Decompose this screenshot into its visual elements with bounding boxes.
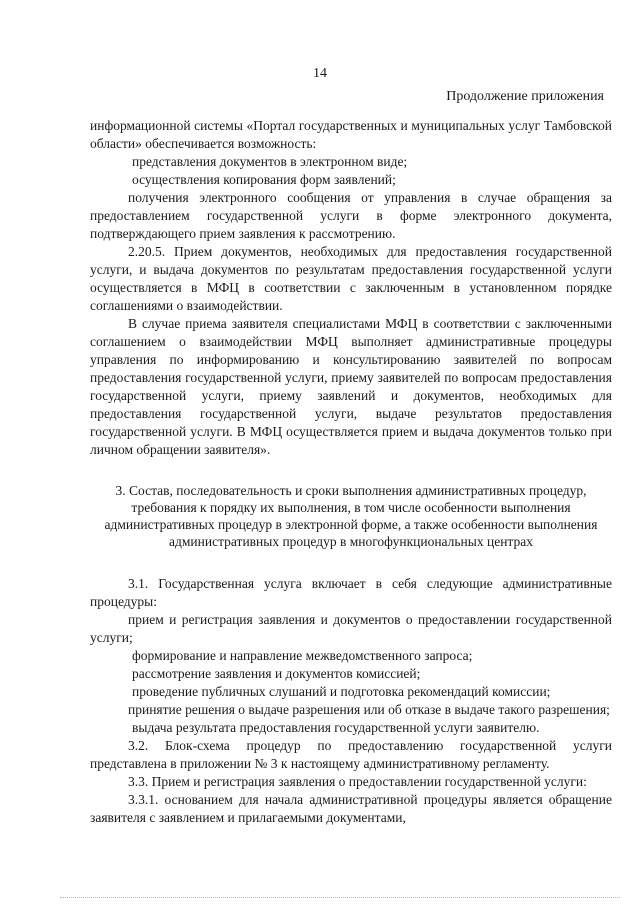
section-heading: 3. Состав, последовательность и сроки выполнения административных процедур, требования к порядку их выполнения, в том числе особенности выполнения административных процедур в электронной форме, а также особенности выполнения административных процедур в многофункциональных центрах (104, 483, 598, 549)
continuation-label: Продолжение приложения (446, 89, 604, 104)
list-item: прием и регистрация заявления и документов о предоставлении государственной услуги; (90, 612, 612, 645)
paragraph: информационной системы «Портал государственных и муниципальных услуг Тамбовской области» обеспечивается возможность: (90, 118, 612, 151)
list-item: принятие решения о выдаче разрешения или об отказе в выдаче такого разрешения; (128, 702, 610, 717)
list-item: проведение публичных слушаний и подготовка рекомендаций комиссии; (132, 684, 551, 699)
scan-edge-line (60, 897, 620, 898)
document-body (90, 117, 612, 827)
list-item: формирование и направление межведомственного запроса; (132, 648, 473, 663)
list-item: представления документов в электронном виде; (132, 154, 408, 169)
paragraph-2-20-5: 2.20.5. Прием документов, необходимых для предоставления государственной услуги, и выдача документов по результатам предоставления государственной услуги осуществляется в МФЦ в соответствии с заключенным в установленном порядке соглашениями о взаимодействии. (90, 244, 612, 313)
list-item: рассмотрение заявления и документов комиссией; (132, 666, 421, 681)
paragraph-3-3-1: 3.3.1. основанием для начала административной процедуры является обращение заявителя с заявлением и прилагаемыми документами, (90, 792, 612, 825)
paragraph: В случае приема заявителя специалистами МФЦ в соответствии с заключенными соглашением о взаимодействии МФЦ выполняет административные процедуры управления по информированию и консультированию заявителей по вопросам предоставления государственной услуги, приему заявителей по вопросам предоставления государственной услуги, приему заявлений и документов, необходимых для предоставления государственной услуги, выдаче результатов предоставления государственной услуги. В МФЦ осуществляется прием и выдача документов только при личном обращении заявителя». (90, 316, 612, 457)
paragraph-3-2: 3.2. Блок-схема процедур по предоставлению государственной услуги представлена в приложении № 3 к настоящему административному регламенту. (90, 738, 612, 771)
list-item: выдача результата предоставления государственной услуги заявителю. (132, 720, 540, 735)
page-number: 14 (313, 66, 327, 81)
list-item: осуществления копирования форм заявлений; (132, 172, 396, 187)
paragraph: получения электронного сообщения от управления в случае обращения за предоставлением государственной услуги в форме электронного документа, подтверждающего прием заявления к рассмотрению. (90, 190, 612, 241)
paragraph-3-3: 3.3. Прием и регистрация заявления о предоставлении государственной услуги: (128, 774, 587, 789)
paragraph-3-1: 3.1. Государственная услуга включает в себя следующие административные процедуры: (90, 576, 612, 609)
